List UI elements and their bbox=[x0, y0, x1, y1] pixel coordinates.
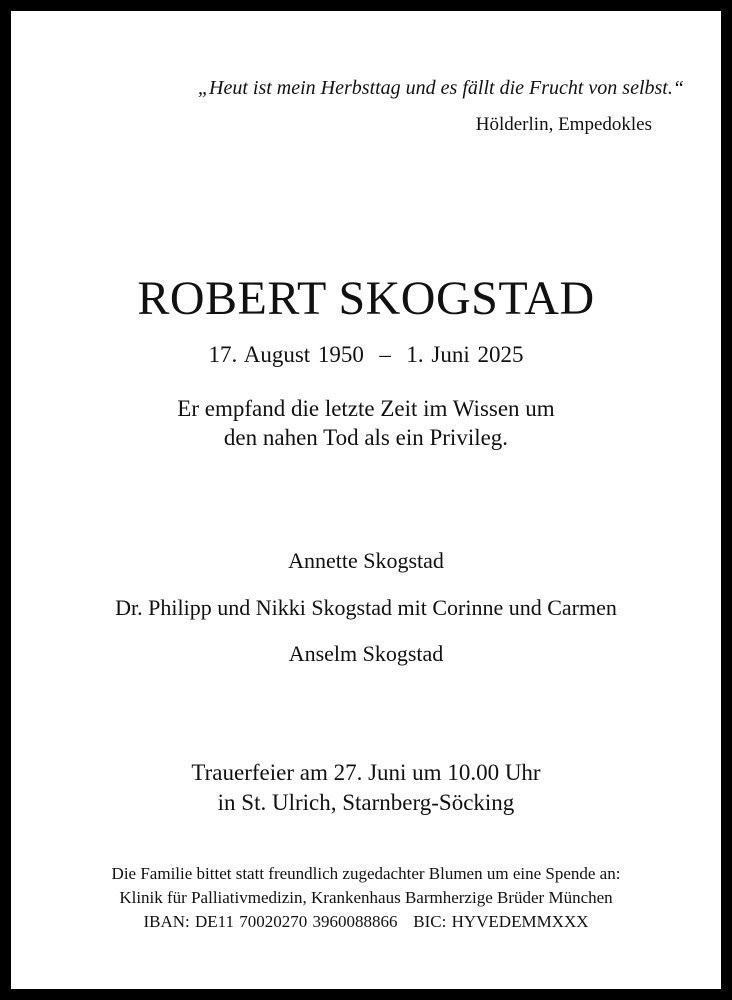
motto-source: Hölderlin, Empedokles bbox=[475, 114, 652, 135]
mourner-1: Annette Skogstad bbox=[288, 548, 444, 573]
donation-recipient: Klinik für Palliativmedizin, Krankenhaus Barmherzige Brüder München bbox=[119, 888, 613, 907]
donation-bank-details: IBAN: DE11 70020270 3960088866 BIC: HYVEDEMMXXX bbox=[143, 912, 589, 931]
service-location: in St. Ulrich, Starnberg-Söcking bbox=[217, 790, 515, 815]
donation-request: Die Familie bittet statt freundlich zugedachter Blumen um eine Spende an: bbox=[111, 864, 621, 883]
mourner-2: Dr. Philipp und Nikki Skogstad mit Corinne und Carmen bbox=[115, 595, 617, 620]
service-time: Trauerfeier am 27. Juni um 10.00 Uhr bbox=[191, 760, 541, 785]
epitaph-line-1: Er empfand die letzte Zeit im Wissen um bbox=[177, 396, 555, 421]
mourner-3: Anselm Skogstad bbox=[288, 641, 444, 666]
life-dates: 17. August 1950 – 1. Juni 2025 bbox=[208, 342, 524, 367]
epitaph-line-2: den nahen Tod als ein Privileg. bbox=[223, 425, 509, 450]
motto-quote: „Heut ist mein Herbsttag und es fällt die Frucht von selbst.“ bbox=[197, 77, 684, 99]
deceased-name: ROBERT SKOGSTAD bbox=[137, 272, 595, 325]
